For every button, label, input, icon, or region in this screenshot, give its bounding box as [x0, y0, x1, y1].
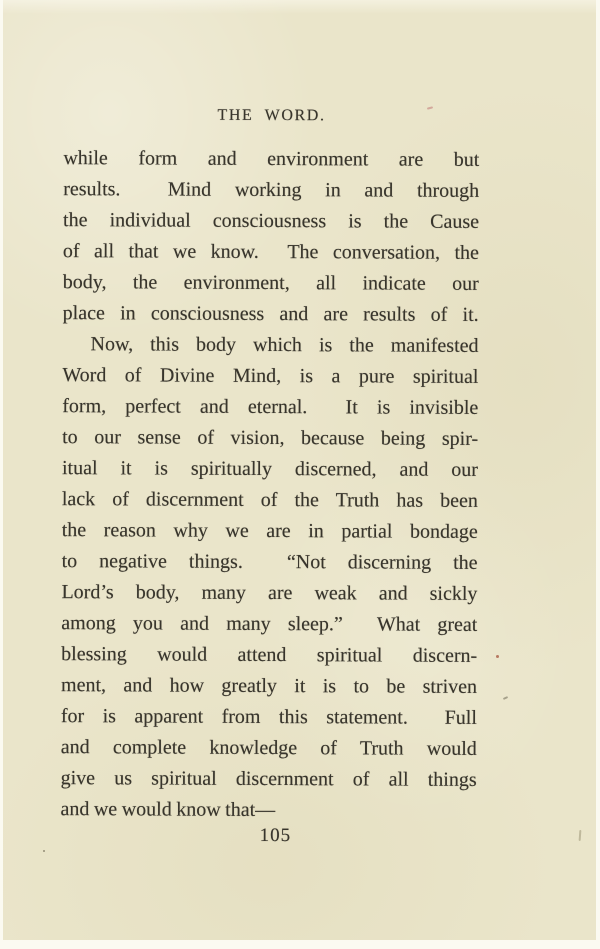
text-line: while form and environment are but — [63, 147, 480, 171]
text-line: form, perfect and eternal. It is invisible — [62, 395, 479, 419]
body-text — [60, 143, 479, 827]
text-line: lack of discernment of the Truth has been — [61, 488, 478, 512]
paragraph-1 — [63, 143, 480, 331]
text-line: among you and many sleep.” What great — [61, 612, 478, 636]
text-line: place in consciousness and are results of it. — [62, 302, 479, 326]
page-content — [60, 0, 480, 941]
text-line: ment, and how greatly it is to be striven — [61, 674, 478, 698]
running-header: THE WORD. — [217, 106, 326, 125]
scan-speck-dark — [43, 850, 45, 852]
text-line: and complete knowledge of Truth would — [60, 736, 477, 760]
text-line: to our sense of vision, because being spir- — [62, 426, 479, 450]
text-line: results. Mind working in and through — [63, 178, 480, 202]
text-line: the reason why we are in partial bondage — [61, 519, 478, 543]
text-line: Word of Divine Mind, is a pure spiritual — [62, 364, 479, 388]
text-line: Lord’s body, many are weak and sickly — [61, 581, 478, 605]
text-line: blessing would attend spiritual discern- — [61, 643, 478, 667]
text-line: for is apparent from this statement. Full — [60, 705, 477, 729]
text-line: body, the environment, all indicate our — [62, 271, 479, 295]
scan-scratch — [579, 830, 582, 841]
text-line: itual it is spiritually discerned, and our — [61, 457, 479, 481]
text-line: and we would know that— — [60, 798, 276, 822]
paper-sheet — [3, 0, 596, 940]
text-line: to negative things. “Not discerning the — [61, 550, 478, 574]
scan-speck-red — [496, 655, 499, 658]
scan-speck-gray — [503, 696, 508, 700]
page-number: 105 — [259, 824, 292, 847]
paragraph-2 — [60, 329, 478, 827]
text-line: of all that we know. The conversation, the — [62, 240, 479, 264]
text-line: the individual consciousness is the Cause — [63, 209, 480, 233]
text-line: Now, this body which is the manifested — [90, 333, 479, 357]
text-line: give us spiritual discernment of all things — [60, 767, 477, 791]
